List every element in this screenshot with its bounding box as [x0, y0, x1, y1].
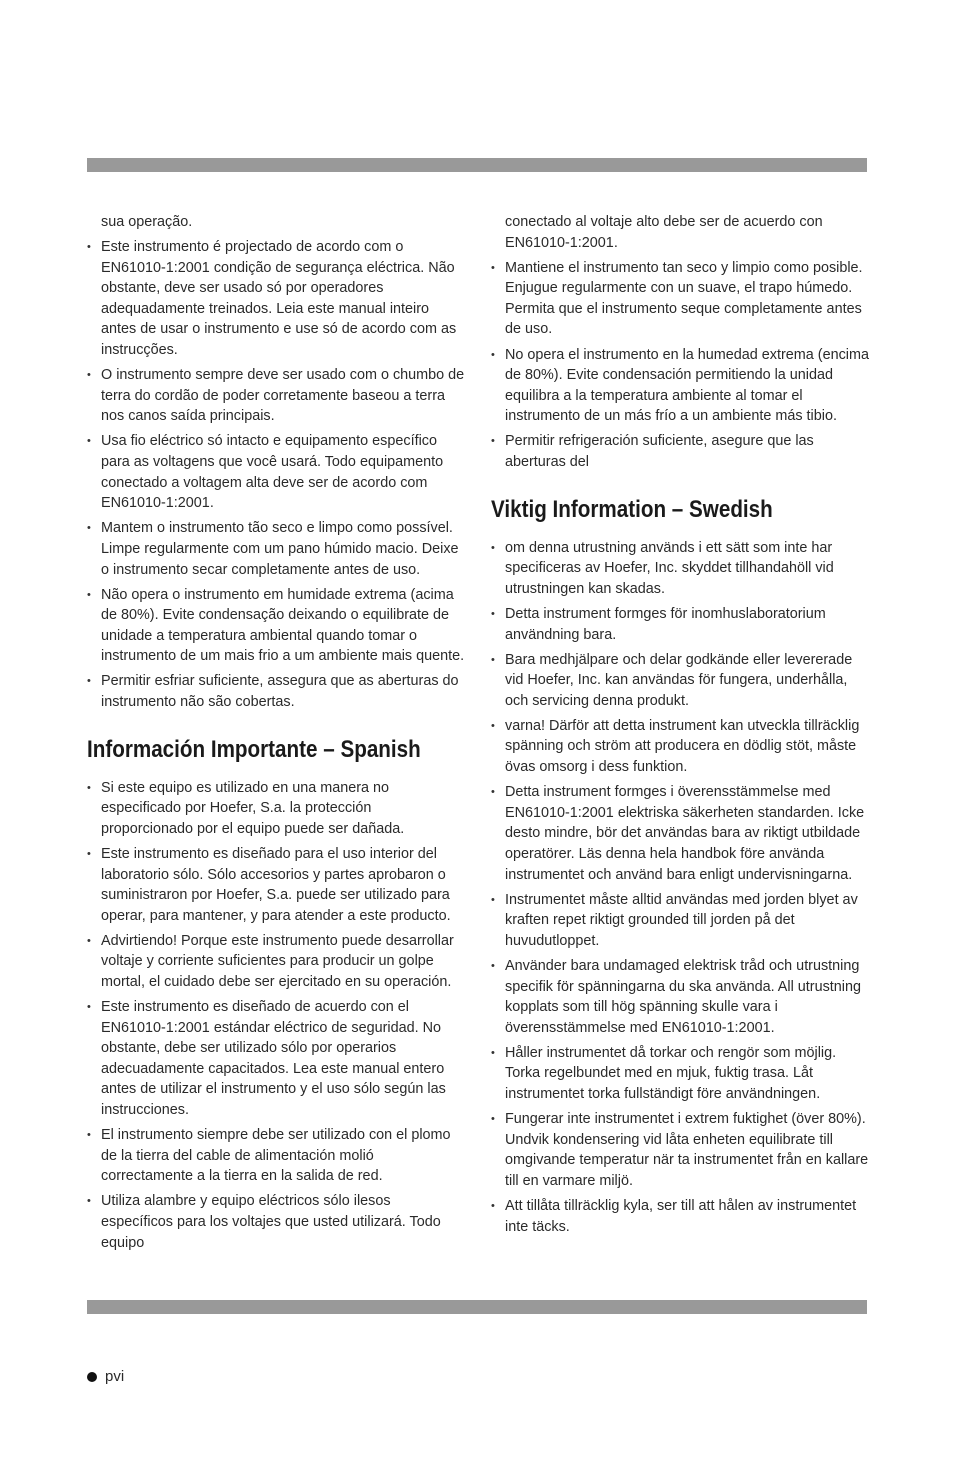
left-column	[87, 212, 465, 1258]
list-item: • Este instrumento es diseñado de acuerdo con el EN61010-1:2001 estándar eléctrico de seguridad. No obstante, debe ser utilizado sólo por operarios adecuadamente capacitados. Lea este manual entero antes de utilizar el instrumento y el uso sólo según las instrucciones.	[87, 997, 465, 1121]
right-column	[491, 212, 869, 1242]
list-item: • Detta instrument formges för inomhuslaboratorium användning bara.	[491, 604, 869, 645]
list-item: • Não opera o instrumento em humidade extrema (acima de 80%). Evite condensação deixando o equilibrate de unidade a temperatura ambiental quando tomar o instrumento de um mais frio a um ambiente mais quente.	[87, 585, 465, 667]
list-item: • Fungerar inte instrumentet i extrem fuktighet (över 80%). Undvik kondensering vid låta enheten equilibrate till omgivande temperatur när ta instrumentet från en kallare till en varmare miljö.	[491, 1109, 869, 1191]
footer-rule	[87, 1300, 867, 1314]
list-item: • El instrumento siempre debe ser utilizado con el plomo de la tierra del cable de alimentación molió correctamente a la tierra en la salida de red.	[87, 1125, 465, 1187]
list-item: • Detta instrument formges i överensstämmelse med EN61010-1:2001 elektriska säkerheten standarden. Icke desto mindre, bör det användas bara av riktigt utbildade operatörer. Läs denna hela handbok före använda instrumentet och använd bara enligt undervisningarna.	[491, 782, 869, 885]
swedish-heading: Viktig Information – Swedish	[491, 495, 773, 523]
list-item: • O instrumento sempre deve ser usado com o chumbo de terra do cordão de poder corretamente baseou a terra nos canos saída principais.	[87, 365, 465, 427]
list-item: • Mantem o instrumento tão seco e limpo como possível. Limpe regularmente com um pano húmido macio. Deixe o instrumento secar completamente antes de uso.	[87, 518, 465, 580]
header-rule	[87, 158, 867, 172]
list-item: • Att tillåta tillräcklig kyla, ser till att hålen av instrumentet inte täcks.	[491, 1196, 869, 1237]
list-item: • Este instrumento es diseñado para el uso interior del laboratorio sólo. Sólo accesorios y partes aprobaron o suministraron por Hoefer, S.a. puede ser utilizado para operar, para mantener, y para atender a este producto.	[87, 844, 465, 926]
swedish-list	[491, 538, 869, 1238]
list-item: • Bara medhjälpare och delar godkände eller levererade vid Hoefer, Inc. kan användas för fungera, underhålla, och servicing denna produkt.	[491, 650, 869, 712]
list-item: • Permitir esfriar suficiente, assegura que as aberturas do instrumento não são cobertas.	[87, 671, 465, 712]
list-item: • Mantiene el instrumento tan seco y limpio como posible. Enjugue regularmente con un suave, el trapo húmedo. Permita que el instrumento seque completamente antes de uso.	[491, 258, 869, 340]
bullet-dot-icon	[87, 1372, 97, 1382]
page-number: pvi	[105, 1368, 125, 1385]
list-item: • No opera el instrumento en la humedad extrema (encima de 80%). Evite condensación permitiendo la unidad equilibra a la temperatura ambiente al tomar el instrumento de un más frío a un ambiente más tibio.	[491, 345, 869, 427]
spanish-list-continued	[491, 258, 869, 473]
spanish-list	[87, 778, 465, 1254]
continuation-text: conectado al voltaje alto debe ser de acuerdo con EN61010-1:2001.	[505, 214, 823, 251]
spanish-heading: Información Importante – Spanish	[87, 735, 421, 763]
list-item: • Usa fio eléctrico só intacto e equipamento específico para as voltagens que você usará. Todo equipamento conectado a voltagem alta deve ser de acordo com EN61010-1:2001.	[87, 431, 465, 513]
list-item: • Använder bara undamaged elektrisk tråd och utrustning specifik för spänningarna du ska använda. All utrustning kopplats som till hög spänning skulle vara i överensstämmelse med EN61010-1:2001.	[491, 956, 869, 1038]
list-item: • Permitir refrigeración suficiente, asegure que las aberturas del	[491, 431, 869, 472]
portuguese-list	[87, 237, 465, 713]
list-item: • varna! Därför att detta instrument kan utveckla tillräcklig spänning och ström att producera en dödlig stöt, måste övas omsorg i dess funktion.	[491, 716, 869, 778]
list-item: • Este instrumento é projectado de acordo com o EN61010-1:2001 condição de segurança eléctrica. Não obstante, deve ser usado só por operadores adequadamente treinados. Leia este manual inteiro antes de usar o instrumento e use só de acordo com as instrucções.	[87, 237, 465, 361]
list-item: • Utiliza alambre y equipo eléctricos sólo ilesos específicos para los voltajes que usted utilizará. Todo equipo	[87, 1191, 465, 1253]
list-item: • Instrumentet måste alltid användas med jorden blyet av kraften repet riktigt grounded till jorden på det huvudutloppet.	[491, 890, 869, 952]
list-item: • Advirtiendo! Porque este instrumento puede desarrollar voltaje y corriente suficientes para producir un golpe mortal, el cuidado debe ser ejercitado en su operación.	[87, 931, 465, 993]
list-item: • Håller instrumentet då torkar och rengör som möjlig. Torka regelbundet med en mjuk, fuktig trasa. Låt instrumentet torka fullständigt före användningen.	[491, 1043, 869, 1105]
page-footer	[87, 1368, 124, 1385]
list-item: • om denna utrustning används i ett sätt som inte har specificeras av Hoefer, Inc. skyddet tillhandahöll vid utrustningen kan skadas.	[491, 538, 869, 600]
continuation-text: sua operação.	[101, 214, 193, 230]
list-item: • Si este equipo es utilizado en una manera no especificado por Hoefer, S.a. la protección proporcionado por el equipo puede ser dañada.	[87, 778, 465, 840]
